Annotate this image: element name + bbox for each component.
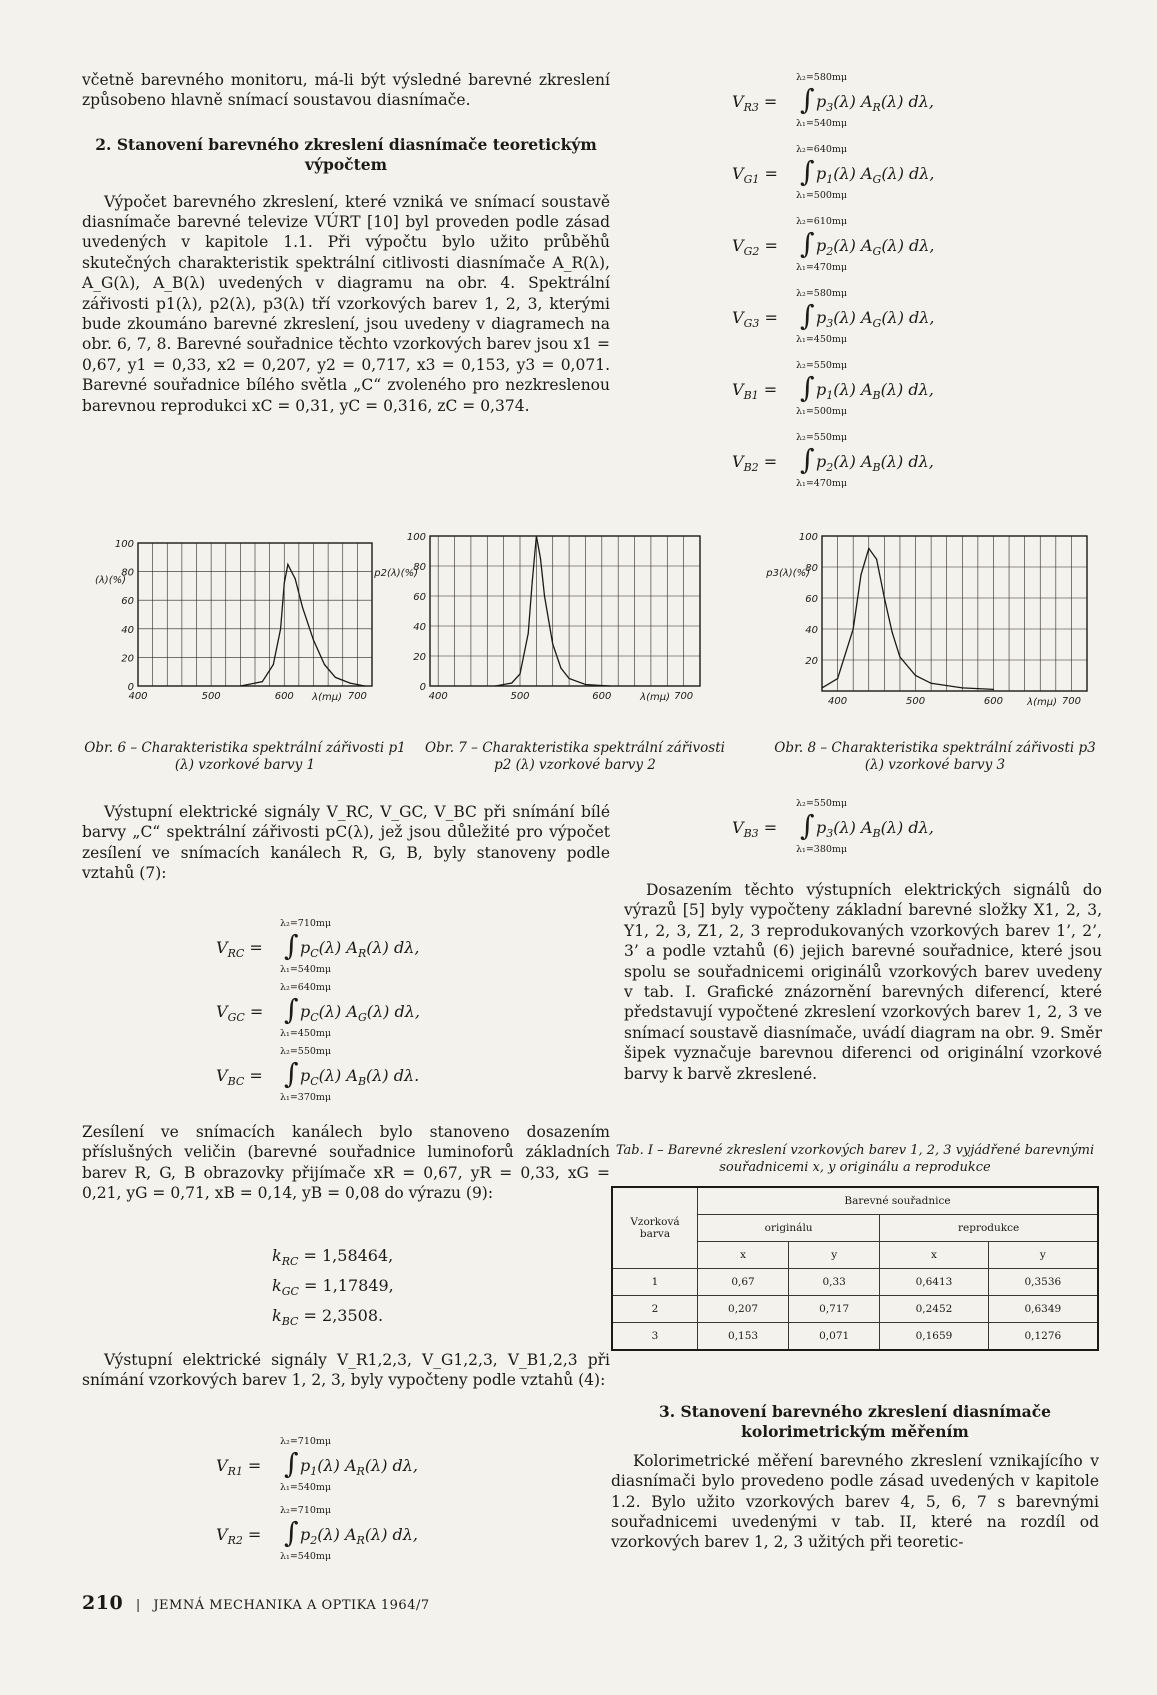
equation-rhs: $p_1(\lambda)$ $A_B(\lambda)$ dλ, — [816, 380, 934, 403]
integral-sign: ∫ — [284, 1447, 299, 1480]
spectral-curve — [822, 548, 994, 689]
equation-lhs: $V_{G3}$ = — [732, 308, 778, 331]
y-axis-label: p3(λ)(%) — [766, 568, 810, 579]
journal-name: JEMNÁ MECHANIKA A OPTIKA 1964/7 — [153, 1598, 430, 1613]
integral-sign: ∫ — [284, 993, 299, 1026]
equation-vbc — [218, 1046, 548, 1108]
cell: 2 — [612, 1296, 698, 1323]
upper-limit: λ₂=710mμ — [280, 918, 332, 929]
x-tick-label: 600 — [983, 696, 1004, 707]
data-point — [364, 685, 365, 686]
left-column-white — [82, 802, 610, 884]
table-caption: Tab. I – Barevné zkreslení vzorkových barev 1, 2, 3 vyjádřené barevnými souřadnicemi x, y originálu a reprodukce — [615, 1143, 1095, 1175]
data-point — [915, 675, 916, 676]
lower-limit: λ₁=470mμ — [796, 478, 848, 489]
data-point — [853, 628, 854, 629]
equation-vg2 — [734, 216, 1064, 278]
upper-limit: λ₂=610mμ — [796, 216, 848, 227]
gain-kgc-value: = 1,17849, — [304, 1276, 394, 1295]
y-tick-label: 40 — [805, 625, 818, 636]
x-tick-label: 400 — [828, 696, 848, 707]
data-point — [876, 559, 877, 560]
data-point — [240, 685, 241, 686]
x-axis-label: λ(mμ) — [312, 692, 342, 703]
data-point — [262, 681, 263, 682]
integral-sign: ∫ — [284, 1516, 299, 1549]
upper-limit: λ₂=580mμ — [796, 72, 848, 83]
integral-sign: ∫ — [284, 1057, 299, 1090]
integral-sign: ∫ — [800, 443, 815, 476]
x-tick-label: 600 — [592, 691, 612, 702]
chart-fig7 — [374, 528, 712, 712]
paragraph-gain: Zesílení ve snímacích kanálech bylo stanoveno dosazením příslušných veličin (barevné souřadnice luminoforů základních barev R, G, B obrazovky přijímače xR = 0,67, yR = 0,33, xG = 0,21, yG = 0,71, xB = 0,14, yB = 0,08 do výrazu (9): — [82, 1123, 610, 1203]
gain-kbc-lhs: $k_{BC}$ — [272, 1306, 299, 1329]
data-point — [552, 643, 553, 644]
equation-rhs: $p_3(\lambda)$ $A_B(\lambda)$ dλ, — [816, 818, 934, 841]
y-tick-label: 20 — [121, 653, 134, 665]
equation-rhs: $p_1(\lambda)$ $A_G(\lambda)$ dλ, — [816, 164, 935, 187]
gain-kbc-value: = 2,3508. — [303, 1306, 384, 1325]
data-point — [536, 535, 537, 536]
integral-sign: ∫ — [800, 299, 815, 332]
data-point — [313, 640, 314, 641]
data-point — [868, 548, 869, 549]
data-point — [837, 678, 838, 679]
equation-rhs: $p_C(\lambda)$ $A_R(\lambda)$ dλ, — [300, 938, 420, 961]
th-sample: Vzorková barva — [612, 1187, 698, 1269]
cell: 0,33 — [789, 1269, 880, 1296]
x-axis-label: λ(mμ) — [1027, 697, 1057, 708]
x-axis-label: λ(mμ) — [640, 692, 670, 703]
y-tick-label: 80 — [121, 567, 134, 579]
lower-limit: λ₁=540mμ — [280, 1551, 332, 1562]
th-coords: Barevné souřadnice — [698, 1187, 1099, 1215]
lower-limit: λ₁=540mμ — [280, 964, 332, 975]
data-point — [931, 683, 932, 684]
cell: 0,6413 — [880, 1269, 988, 1296]
gain-krc-value: = 1,58464, — [303, 1246, 394, 1265]
table-row — [612, 1323, 1098, 1351]
data-point — [511, 682, 512, 683]
equation-lhs: $V_{G2}$ = — [732, 236, 778, 259]
equation-lhs: $V_{R3}$ = — [732, 92, 778, 115]
th-y-orig: y — [789, 1242, 880, 1269]
th-x-orig: x — [698, 1242, 789, 1269]
right-column-sec3 — [611, 1402, 1099, 1553]
data-point — [993, 689, 994, 690]
cell: 0,717 — [789, 1296, 880, 1323]
y-tick-label: 60 — [413, 592, 426, 603]
y-tick-label: 0 — [419, 682, 426, 693]
equation-lhs: $V_{R1}$ = — [216, 1456, 262, 1479]
upper-limit: λ₂=550mμ — [796, 432, 848, 443]
x-tick-label: 700 — [347, 691, 367, 702]
table-color-coordinates — [611, 1186, 1099, 1351]
integral-sign: ∫ — [800, 371, 815, 404]
equation-vg3 — [734, 288, 1064, 350]
lower-limit: λ₁=500mμ — [796, 406, 848, 417]
equation-vr2 — [218, 1505, 548, 1567]
x-tick-label: 400 — [428, 691, 448, 702]
th-reproduction: reprodukce — [880, 1215, 1098, 1242]
cell: 0,071 — [789, 1323, 880, 1351]
section-2-title: 2. Stanovení barevného zkreslení diasnímače teoretickým výpočtem — [95, 134, 597, 175]
data-point — [892, 632, 893, 633]
gain-kgc-lhs: $k_{GC}$ — [272, 1276, 299, 1299]
th-x-repr: x — [880, 1242, 988, 1269]
page-footer: 210 | JEMNÁ MECHANIKA A OPTIKA 1964/7 — [82, 1592, 430, 1614]
y-tick-label: 20 — [805, 656, 818, 667]
paragraph-substitution: Dosazením těchto výstupních elektrických signálů do výrazů [5] byly vypočteny základní barevné složky X1, 2, 3, Y1, 2, 3, Z1, 2, 3 reprodukovaných vzorkových barev 1’, 2’, 3’ a podle vztahů (6) jejich barevné souřadnice, které jsou spolu se souřadnicemi originálů vzorkových barev uvedeny v tab. I. Grafické znázornění barevných diferencí, které představují vypočtené zkreslení vzorkových barev 1, 2, 3 ve snímací soustavě diasnímače, uvádí diagram na obr. 9. Směr šipek vyznačuje barevnou diferenci od originální vzorkové barvy k barvě zkreslené. — [624, 881, 1102, 1083]
data-point — [519, 673, 520, 674]
paragraph-intro: včetně barevného monitoru, má-li být výsledné barevné zkreslení způsobeno hlavně snímací soustavou diasnímače. — [82, 71, 610, 110]
data-point — [532, 580, 533, 581]
data-point — [528, 633, 529, 634]
table-row — [612, 1296, 1098, 1323]
equation-rhs: $p_1(\lambda)$ $A_R(\lambda)$ dλ, — [300, 1456, 418, 1479]
integral-sign: ∫ — [800, 227, 815, 260]
upper-limit: λ₂=550mμ — [280, 1046, 332, 1057]
caption-fig7: Obr. 7 – Charakteristika spektrální zářivosti p2 (λ) vzorkové barvy 2 — [425, 740, 725, 773]
plot-frame — [822, 536, 1087, 691]
equation-vr1 — [218, 1436, 548, 1498]
y-tick-label: 100 — [798, 532, 818, 543]
y-tick-label: 20 — [413, 652, 426, 663]
equation-lhs: $V_{GC}$ = — [216, 1002, 264, 1025]
cell: 0,3536 — [988, 1269, 1098, 1296]
upper-limit: λ₂=550mμ — [796, 360, 848, 371]
equation-rhs: $p_C(\lambda)$ $A_B(\lambda)$ dλ. — [300, 1066, 420, 1089]
data-point — [280, 628, 281, 629]
equation-vb1 — [734, 360, 1064, 422]
cell: 0,1659 — [880, 1323, 988, 1351]
data-point — [324, 664, 325, 665]
equation-rhs: $p_C(\lambda)$ $A_G(\lambda)$ dλ, — [300, 1002, 420, 1025]
lower-limit: λ₁=540mμ — [796, 118, 848, 129]
y-tick-label: 100 — [406, 532, 426, 543]
cell: 0,1276 — [988, 1323, 1098, 1351]
equation-vgc — [218, 982, 548, 1044]
x-tick-label: 500 — [201, 691, 221, 702]
data-point — [335, 677, 336, 678]
data-point — [287, 564, 288, 565]
equation-rhs: $p_2(\lambda)$ $A_B(\lambda)$ dλ, — [816, 452, 934, 475]
integral-sign: ∫ — [800, 83, 815, 116]
y-tick-label: 80 — [805, 563, 818, 574]
cell: 0,207 — [698, 1296, 789, 1323]
data-point — [568, 678, 569, 679]
cell: 3 — [612, 1323, 698, 1351]
data-point — [899, 656, 900, 657]
equation-rhs: $p_3(\lambda)$ $A_G(\lambda)$ dλ, — [816, 308, 935, 331]
x-tick-label: 700 — [1061, 696, 1081, 707]
paragraph-measurement: Kolorimetrické měření barevného zkreslení vznikajícího v diasnímači bylo provedeno podle zásad uvedených v kapitole 1.2. Bylo užito vzorkových barev 4, 5, 6, 7 s barevnými souřadnicemi uvedenými v tab. II, které na rozdíl od vzorkových barev 1, 2, 3 užitých při teoretic- — [611, 1451, 1099, 1552]
y-axis-label: (λ)(%) — [94, 575, 126, 586]
paragraph-calculation: Výpočet barevného zkreslení, které vzniká ve snímací soustavě diasnímače barevné televize VÚRT [10] byl proveden podle zásad uvedených v kapitole 1.1. Při výpočtu bylo užito průběhů skutečných charakteristik spektrální citlivosti diasnímače A_R(λ), A_G(λ), A_B(λ) uvedených v diagramu na obr. 4. Spektrální zářivosti p1(λ), p2(λ), p3(λ) tří vzorkových barev 1, 2, 3, kterými bude zkoumáno barevné zkreslení, jsou uvedeny v diagramech na obr. 6, 7, 8. Barevné souřadnice těchto vzorkových barev jsou x1 = 0,67, y1 = 0,33, x2 = 0,207, y2 = 0,717, x3 = 0,153, y3 = 0,071. Barevné souřadnice bílého světla „C“ zvoleného pro nezkreslenou barevnou reprodukci xC = 0,31, yC = 0,316, zC = 0,374. — [82, 192, 610, 415]
cell: 0,153 — [698, 1323, 789, 1351]
equation-vb3 — [734, 798, 1064, 860]
equation-rhs: $p_3(\lambda)$ $A_R(\lambda)$ dλ, — [816, 92, 934, 115]
left-column-gain — [82, 1122, 610, 1204]
y-tick-label: 40 — [121, 624, 134, 636]
data-point — [273, 664, 274, 665]
left-column-samples — [82, 1350, 610, 1391]
equation-lhs: $V_{RC}$ = — [216, 938, 263, 961]
data-point — [284, 582, 285, 583]
equation-lhs: $V_{B3}$ = — [732, 818, 778, 841]
equation-vrc — [218, 918, 548, 980]
caption-fig8: Obr. 8 – Charakteristika spektrální zářivosti p3 (λ) vzorkové barvy 3 — [774, 740, 1096, 773]
cell: 0,2452 — [880, 1296, 988, 1323]
equation-lhs: $V_{G1}$ = — [732, 164, 778, 187]
equation-lhs: $V_{B1}$ = — [732, 380, 778, 403]
data-point — [821, 687, 822, 688]
chart-fig8 — [766, 528, 1100, 712]
data-point — [860, 574, 861, 575]
y-tick-label: 0 — [127, 682, 134, 693]
cell: 1 — [612, 1269, 698, 1296]
y-tick-label: 80 — [413, 562, 426, 573]
caption-fig6: Obr. 6 – Charakteristika spektrální zářivosti p1 (λ) vzorkové barvy 1 — [84, 740, 406, 773]
data-point — [560, 667, 561, 668]
gain-kgc — [272, 1276, 394, 1298]
data-point — [495, 685, 496, 686]
equation-vg1 — [734, 144, 1064, 206]
gain-krc — [272, 1246, 393, 1268]
lower-limit: λ₁=450mμ — [280, 1028, 332, 1039]
data-point — [609, 685, 610, 686]
x-tick-label: 500 — [905, 696, 926, 707]
integral-sign: ∫ — [284, 929, 299, 962]
equation-rhs: $p_2(\lambda)$ $A_R(\lambda)$ dλ, — [300, 1525, 418, 1548]
lower-limit: λ₁=540mμ — [280, 1482, 332, 1493]
y-tick-label: 60 — [121, 596, 134, 608]
x-tick-label: 400 — [128, 691, 148, 702]
x-tick-label: 500 — [510, 691, 530, 702]
paragraph-white-signals: Výstupní elektrické signály V_RC, V_GC, V_BC při snímání bílé barvy „C“ spektrální zářivosti pC(λ), jež jsou důležité pro výpočet zesílení ve snímacích kanálech R, G, B, byly stanoveny podle vztahů (7): — [82, 803, 610, 883]
equation-lhs: $V_{R2}$ = — [216, 1525, 262, 1548]
lower-limit: λ₁=380mμ — [796, 844, 848, 855]
upper-limit: λ₂=550mμ — [796, 798, 848, 809]
data-point — [302, 607, 303, 608]
y-tick-label: 60 — [805, 594, 818, 605]
section-3-title: 3. Stanovení barevného zkreslení diasnímače kolorimetrickým měřením — [658, 1402, 1052, 1442]
upper-limit: λ₂=710mμ — [280, 1436, 332, 1447]
upper-limit: λ₂=580mμ — [796, 288, 848, 299]
lower-limit: λ₁=500mμ — [796, 190, 848, 201]
th-y-repr: y — [988, 1242, 1098, 1269]
y-axis-label: p2(λ)(%) — [374, 568, 418, 579]
left-column-top — [82, 70, 610, 416]
lower-limit: λ₁=470mμ — [796, 262, 848, 273]
x-tick-label: 700 — [674, 691, 694, 702]
right-column-substitution — [624, 880, 1102, 1084]
table-row — [612, 1269, 1098, 1296]
data-point — [884, 597, 885, 598]
data-point — [295, 578, 296, 579]
cell: 0,67 — [698, 1269, 789, 1296]
plot-frame — [430, 536, 700, 686]
data-point — [962, 687, 963, 688]
equation-vr3 — [734, 72, 1064, 134]
y-tick-label: 40 — [413, 622, 426, 633]
upper-limit: λ₂=640mμ — [280, 982, 332, 993]
data-point — [585, 684, 586, 685]
th-original: originálu — [698, 1215, 880, 1242]
upper-limit: λ₂=710mμ — [280, 1505, 332, 1516]
page-number: 210 — [82, 1592, 124, 1614]
equation-rhs: $p_2(\lambda)$ $A_G(\lambda)$ dλ, — [816, 236, 935, 259]
lower-limit: λ₁=370mμ — [280, 1092, 332, 1103]
data-point — [540, 558, 541, 559]
equation-lhs: $V_{BC}$ = — [216, 1066, 263, 1089]
y-tick-label: 100 — [114, 539, 134, 550]
paragraph-sample-signals: Výstupní elektrické signály V_R1,2,3, V_G1,2,3, V_B1,2,3 při snímání vzorkových barev 1, 2, 3, byly vypočteny podle vztahů (4): — [82, 1351, 610, 1390]
spectral-curve — [240, 565, 364, 687]
equation-lhs: $V_{B2}$ = — [732, 452, 778, 475]
chart-fig6 — [80, 535, 380, 709]
lower-limit: λ₁=450mμ — [796, 334, 848, 345]
equation-vb2 — [734, 432, 1064, 494]
data-point — [544, 595, 545, 596]
x-tick-label: 600 — [274, 691, 294, 702]
gain-krc-lhs: $k_{RC}$ — [272, 1246, 299, 1269]
gain-kbc — [272, 1306, 383, 1328]
integral-sign: ∫ — [800, 809, 815, 842]
data-point — [349, 683, 350, 684]
cell: 0,6349 — [988, 1296, 1098, 1323]
integral-sign: ∫ — [800, 155, 815, 188]
upper-limit: λ₂=640mμ — [796, 144, 848, 155]
